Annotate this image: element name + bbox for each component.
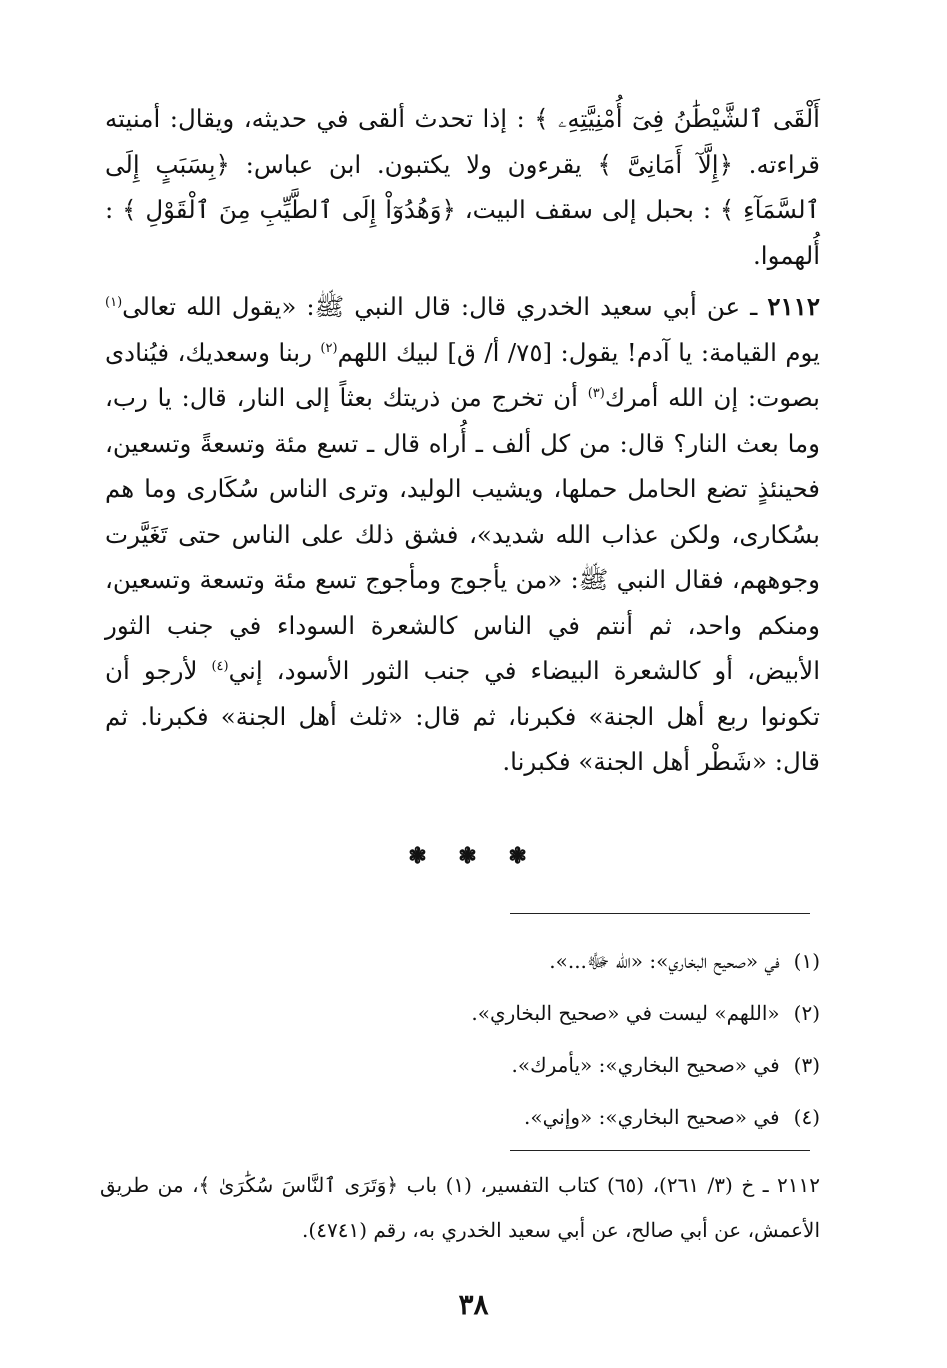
footnote-number: (٤) [793, 1105, 820, 1129]
intro-line-2: ﴿إِلَّآ أَمَانِىَّ ﴾ يقرءون ولا يكتبون. ابن عباس: ﴿بِسَبَبٍ إِلَى ٱلسَّمَآءِ ﴾ : بحبل إلى [105, 149, 820, 224]
hadith-text-1: ـ عن أبي سعيد الخدري قال: قال النبي ﷺ: «يقول الله تعالى [122, 292, 758, 321]
intro-line-3: سقف البيت، ﴿وَهُدُوٓاْ إِلَى ٱلطَّيِّبِ مِنَ ٱلْقَوْلِ ﴾ : أُلهموا. [105, 195, 820, 270]
footnote-text: في «صحيح البخاري»: «يأمرك». [511, 1053, 780, 1077]
footnote-number: (٢) [793, 1001, 820, 1025]
takhrij-note [100, 1163, 820, 1253]
takhrij-text: ٢١١٢ ـ خ (٣/ ٢٦١)، (٦٥) كتاب التفسير، (١) باب ﴿وَتَرَى ٱلنَّاسَ سُكَٰرَىٰ ﴾، من طريق الأعمش، عن أبي صالح، عن أبي سعيد الخدري به، رقم (٤٧٤١). [100, 1173, 821, 1242]
footnote-item [220, 987, 820, 1039]
intro-paragraph [105, 96, 820, 278]
footnote-text: في «صحيح البخاري»: «الله ﷻ...». [549, 949, 780, 973]
footnotes-list [220, 935, 820, 1143]
takhrij-divider [510, 1150, 810, 1151]
footnote-item [220, 1039, 820, 1091]
footnote-item [220, 1091, 820, 1143]
page-number: ٣٨ [458, 1288, 489, 1321]
footnote-divider [510, 913, 810, 914]
footnote-item [220, 935, 820, 987]
hadith-paragraph [105, 284, 820, 785]
footnote-text: «اللهم» ليست في «صحيح البخاري». [471, 1001, 780, 1025]
footnote-ref-4[interactable]: (٤) [211, 658, 229, 674]
hadith-text-3: ربنا وسعديك، فيُنادى بصوت: إن الله أمرك [105, 337, 820, 412]
footnote-ref-3[interactable]: (٣) [587, 385, 605, 401]
hadith-text-4: أن تخرج من ذريتك بعثاً إلى النار، قال: يا رب، وما بعث النار؟ قال: من كل ألف ـ أُراه قال ـ تسع مئة وتسعةً وتسعين، فحينئذٍ تضع الحامل حملها، ويشيب الوليد، وترى الناس سُكَارى وما هم بسُكارى، ولكن عذاب الله شديد»، فشق ذلك على الناس حتى تَغَيَّرت وجوههم، فقال النبي ﷺ: «من يأجوج ومأجوج تسع مئة وتسعة وتسعين، ومنكم واحد، ثم أنتم في الناس كالشعرة السوداء في جنب الثور الأبيض، أو كالشعرة البيضاء في جنب الثور الأسود، إني [105, 383, 820, 685]
footnote-number: (٣) [793, 1053, 820, 1077]
footnote-text: في «صحيح البخاري»: «وإني». [523, 1105, 780, 1129]
footnote-number: (١) [793, 949, 820, 973]
intro-line-1: أَلْقَى ٱلشَّيْطَٰنُ فِىٓ أُمْنِيَّتِهِۦ ﴾ : إذا تحدث ألقى في حديثه، ويقال: أمنيته قراءته. [105, 104, 820, 179]
hadith-number: ٢١١٢ [767, 292, 820, 321]
hadith-text-5: لأرجو أن تكونوا ربع أهل الجنة» فكبرنا، ثم قال: «ثلث أهل الجنة» فكبرنا. ثم قال: «شَطْر أهل الجنة» فكبرنا. [105, 656, 820, 776]
footnote-ref-1[interactable]: (١) [105, 294, 123, 310]
section-separator: ❃ ❃ ❃ [408, 843, 539, 869]
hadith-text-2: يوم القيامة: يا آدم! يقول: [٧٥/ أ/ ق] لبيك اللهم [337, 337, 820, 367]
footnote-ref-2[interactable]: (٢) [320, 340, 338, 356]
main-text [105, 96, 820, 785]
